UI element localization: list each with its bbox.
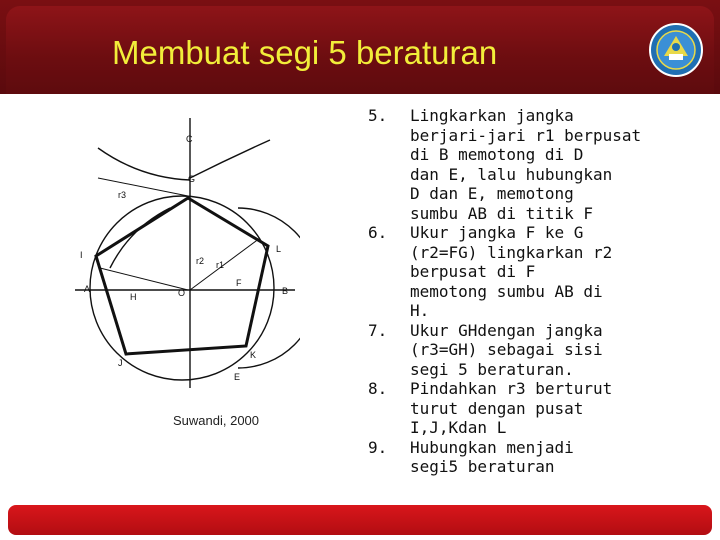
label-g: G [188,174,196,184]
label-c: C [186,134,193,144]
pentagon-construction-diagram [70,118,300,408]
step-number: 9. [368,437,388,457]
arc-r2 [110,208,170,268]
pentagon-shape [96,198,268,354]
step-item [368,321,718,380]
label-e: E [234,372,241,382]
label-h: H [130,292,137,302]
step-item [368,438,718,477]
figure-credit: Suwandi, 2000 [173,413,260,428]
step-item [368,223,718,321]
step-text: Ukur GHdengan jangka (r3=GH) sebagai sisi segi 5 beraturan. [410,320,603,379]
label-o: O [178,288,186,298]
step-number: 7. [368,320,388,340]
label-r2: r2 [196,256,205,266]
tut-wuri-handayani-logo-icon [648,22,704,78]
step-text: Ukur jangka F ke G (r2=FG) lingkarkan r2 berpusat di F memotong sumbu AB di H. [410,223,613,320]
arc-top-left [98,148,190,180]
label-k: K [250,350,257,360]
label-r3: r3 [118,190,127,200]
step-item [368,379,718,438]
label-f: F [236,278,242,288]
step-number: 6. [368,223,388,242]
label-r1: r1 [216,260,225,270]
label-b: B [282,286,289,296]
steps-list [368,106,718,477]
label-j: J [118,358,123,368]
step-number: 5. [368,106,388,125]
footer-bar [8,505,712,535]
step-text: Pindahkan r3 berturut turut dengan pusat I,J,Kdan L [410,379,613,437]
label-i: I [80,250,83,260]
arc-top-right [190,140,270,178]
step-number: 8. [368,379,388,398]
step-text: Hubungkan menjadi segi5 beraturan [410,437,574,476]
step-item [368,106,718,223]
step-text: Lingkarkan jangka berjari-jari r1 berpusat di B memotong di D dan E, lalu hubungkan D dan E, memotong sumbu AB di titik F [410,106,642,223]
label-l: L [276,244,282,254]
label-a: A [84,284,91,294]
slide-title: Membuat segi 5 beraturan [112,34,498,71]
